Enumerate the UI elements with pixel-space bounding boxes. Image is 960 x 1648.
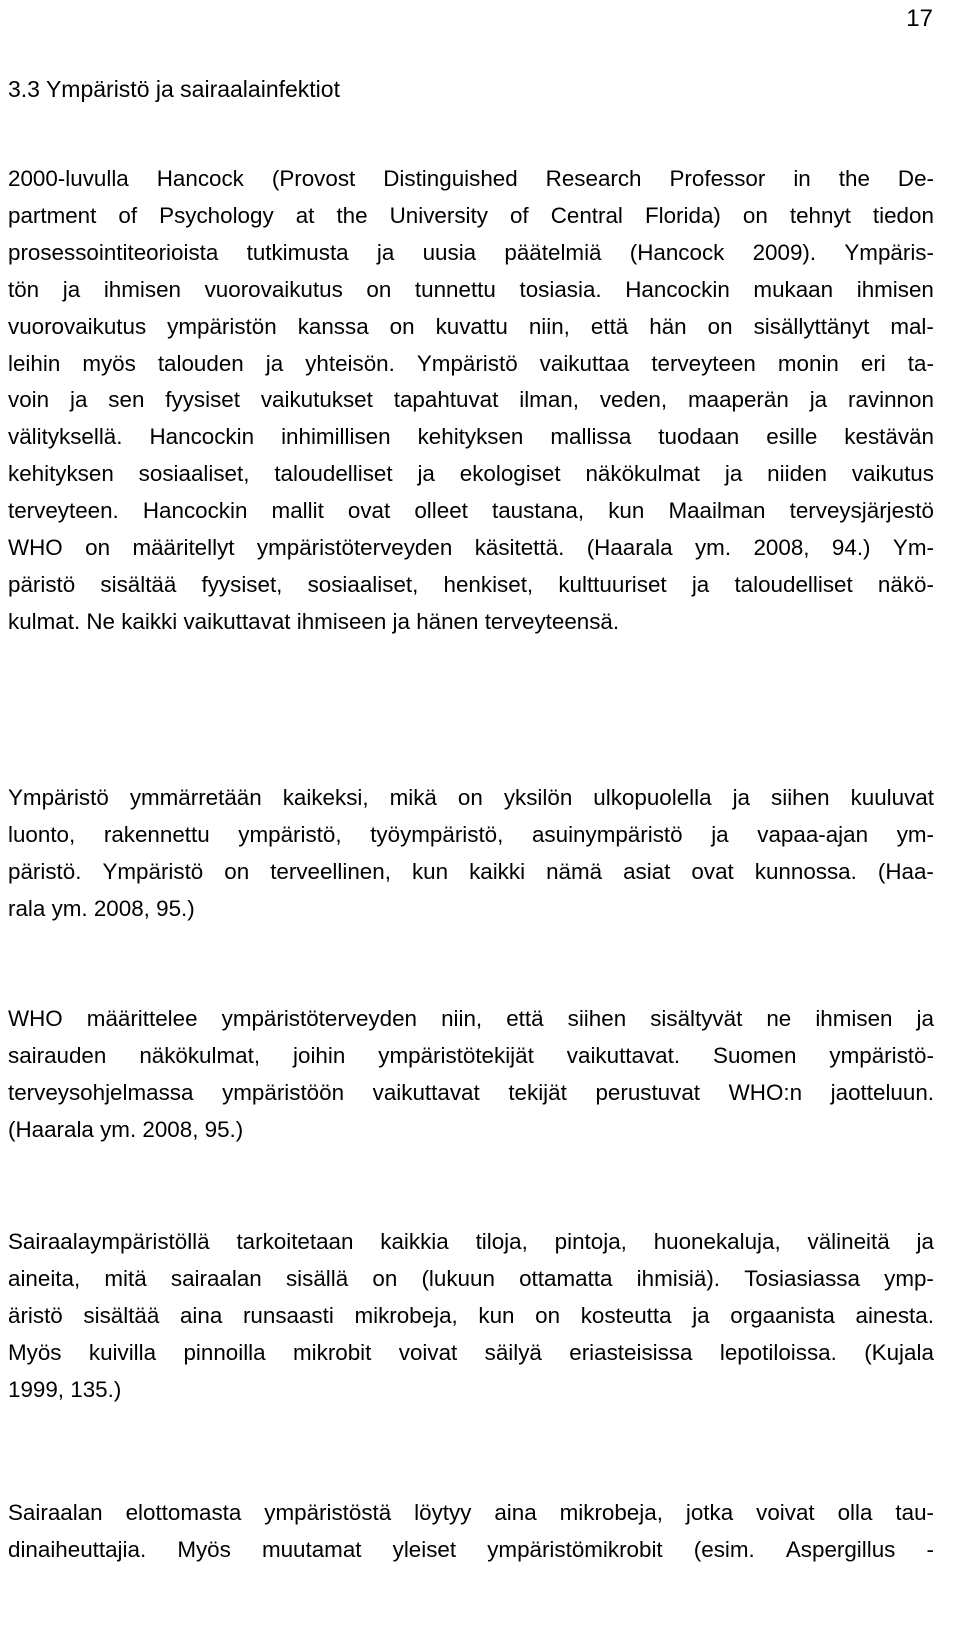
text-line: Ympäristö ymmärretään kaikeksi, mikä on yksilön ulkopuolella ja siihen kuuluvat xyxy=(8,785,934,810)
text-line: (Haarala ym. 2008, 95.) xyxy=(8,1116,250,1142)
text-line: päristö sisältää fyysiset, sosiaaliset, henkiset, kulttuuriset ja taloudelliset näkö- xyxy=(8,571,934,597)
text-line: Sairaalan elottomasta ympäristöstä löytyy aina mikrobeja, jotka voivat olla tau- xyxy=(8,1500,934,1525)
text-line: vuorovaikutus ympäristön kanssa on kuvattu niin, että hän on sisällyttänyt mal- xyxy=(8,313,934,339)
text-line: WHO määrittelee ympäristöterveyden niin, että siihen sisältyvät ne ihmisen ja xyxy=(8,1006,934,1031)
text-line: 1999, 135.) xyxy=(8,1376,128,1402)
text-line: luonto, rakennettu ympäristö, työympäristö, asuinympäristö ja vapaa-ajan ym- xyxy=(8,821,934,847)
text-line: Myös kuivilla pinnoilla mikrobit voivat säilyä eriasteisissa lepotiloissa. (Kujala xyxy=(8,1339,934,1365)
text-line: päristö. Ympäristö on terveellinen, kun kaikki nämä asiat ovat kunnossa. (Haa- xyxy=(8,858,934,884)
text-line: kulmat. Ne kaikki vaikuttavat ihmiseen ja hänen terveyteensä. xyxy=(8,608,626,634)
text-line: kehityksen sosiaaliset, taloudelliset ja ekologiset näkökulmat ja niiden vaikutus xyxy=(8,461,934,487)
text-line: prosessointiteorioista tutkimusta ja uusia päätelmiä (Hancock 2009). Ympäris- xyxy=(8,239,934,265)
text-line: 2000-luvulla Hancock (Provost Distinguished Research Professor in the De- xyxy=(8,166,934,191)
text-line: aineita, mitä sairaalan sisällä on (lukuun ottamatta ihmisiä). Tosiasiassa ymp- xyxy=(8,1265,934,1291)
text-line: voin ja sen fyysiset vaikutukset tapahtuvat ilman, veden, maaperän ja ravinnon xyxy=(8,387,934,413)
text-line: dinaiheuttajia. Myös muutamat yleiset ympäristömikrobit (esim. Aspergillus - xyxy=(8,1536,934,1562)
page-number: 17 xyxy=(906,5,933,32)
text-line: Sairaalaympäristöllä tarkoitetaan kaikkia tiloja, pintoja, huonekaluja, välineitä ja xyxy=(8,1229,934,1254)
text-line: tön ja ihmisen vuorovaikutus on tunnettu tosiasia. Hancockin mukaan ihmisen xyxy=(8,276,934,302)
text-line: terveyteen. Hancockin mallit ovat olleet taustana, kun Maailman terveysjärjestö xyxy=(8,498,934,524)
text-line: äristö sisältää aina runsaasti mikrobeja, kun on kosteutta ja orgaanista ainesta. xyxy=(8,1302,934,1328)
text-line: rala ym. 2008, 95.) xyxy=(8,895,201,921)
text-line: partment of Psychology at the University of Central Florida) on tehnyt tiedon xyxy=(8,202,934,228)
text-line: WHO on määritellyt ympäristöterveyden käsitettä. (Haarala ym. 2008, 94.) Ym- xyxy=(8,535,934,560)
text-line: välityksellä. Hancockin inhimillisen kehityksen mallissa tuodaan esille kestävän xyxy=(8,424,934,450)
section-heading: 3.3 Ympäristö ja sairaalainfektiot xyxy=(8,76,340,102)
text-line: leihin myös talouden ja yhteisön. Ympäristö vaikuttaa terveyteen monin eri ta- xyxy=(8,350,934,376)
text-line: terveysohjelmassa ympäristöön vaikuttavat tekijät perustuvat WHO:n jaotteluun. xyxy=(8,1079,934,1105)
text-line: sairauden näkökulmat, joihin ympäristötekijät vaikuttavat. Suomen ympäristö- xyxy=(8,1042,934,1068)
